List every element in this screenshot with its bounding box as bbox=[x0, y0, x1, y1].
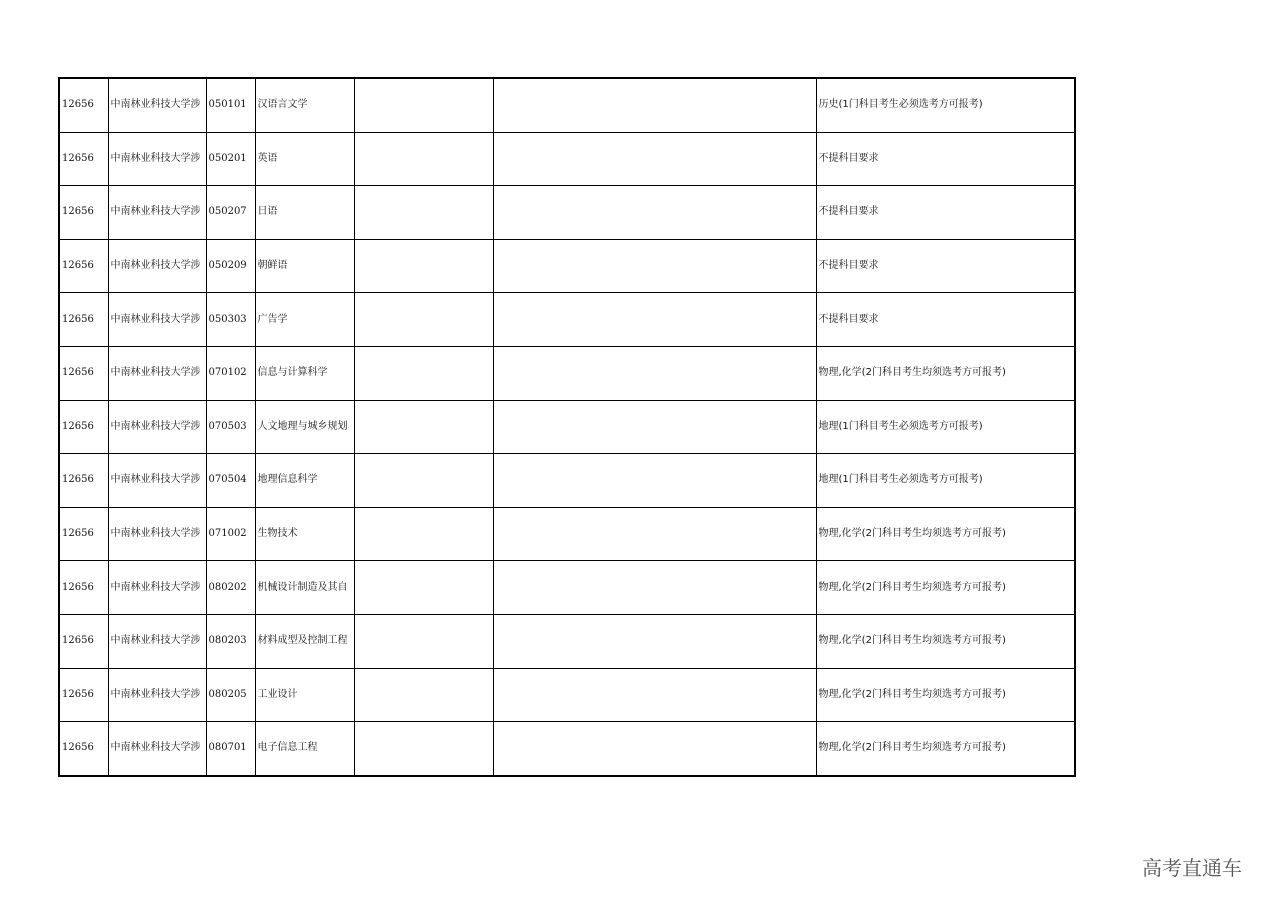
table-row bbox=[59, 239, 1075, 293]
table-row bbox=[59, 346, 1075, 400]
major-code-cell: 080202 bbox=[206, 561, 255, 615]
subject-requirement-cell: 地理(1门科目考生必须选考方可报考) bbox=[816, 454, 1075, 508]
major-name-cell: 机械设计制造及其自 bbox=[255, 561, 354, 615]
school-code-cell: 12656 bbox=[59, 78, 108, 132]
school-code-cell: 12656 bbox=[59, 507, 108, 561]
empty-cell bbox=[354, 507, 493, 561]
major-code-cell: 050101 bbox=[206, 78, 255, 132]
empty-cell bbox=[354, 400, 493, 454]
empty-cell bbox=[354, 239, 493, 293]
table-row bbox=[59, 400, 1075, 454]
table-row bbox=[59, 668, 1075, 722]
empty-cell bbox=[493, 132, 816, 186]
empty-cell bbox=[354, 293, 493, 347]
empty-cell bbox=[354, 668, 493, 722]
school-name-cell: 中南林业科技大学涉 bbox=[108, 400, 206, 454]
major-code-cell: 050201 bbox=[206, 132, 255, 186]
school-code-cell: 12656 bbox=[59, 132, 108, 186]
table-row bbox=[59, 132, 1075, 186]
major-code-cell: 080701 bbox=[206, 722, 255, 776]
school-code-cell: 12656 bbox=[59, 454, 108, 508]
school-code-cell: 12656 bbox=[59, 561, 108, 615]
subject-requirement-cell: 物理,化学(2门科目考生均须选考方可报考) bbox=[816, 346, 1075, 400]
school-name-cell: 中南林业科技大学涉 bbox=[108, 186, 206, 240]
table-row bbox=[59, 454, 1075, 508]
admission-table bbox=[58, 77, 1076, 777]
table-row bbox=[59, 722, 1075, 776]
major-name-cell: 信息与计算科学 bbox=[255, 346, 354, 400]
empty-cell bbox=[493, 722, 816, 776]
table-body bbox=[59, 78, 1075, 776]
empty-cell bbox=[354, 722, 493, 776]
empty-cell bbox=[354, 132, 493, 186]
empty-cell bbox=[493, 239, 816, 293]
school-code-cell: 12656 bbox=[59, 400, 108, 454]
empty-cell bbox=[493, 186, 816, 240]
school-name-cell: 中南林业科技大学涉 bbox=[108, 507, 206, 561]
major-name-cell: 人文地理与城乡规划 bbox=[255, 400, 354, 454]
empty-cell bbox=[354, 454, 493, 508]
table-row bbox=[59, 614, 1075, 668]
major-code-cell: 070503 bbox=[206, 400, 255, 454]
major-code-cell: 080203 bbox=[206, 614, 255, 668]
major-code-cell: 071002 bbox=[206, 507, 255, 561]
subject-requirement-cell: 不提科目要求 bbox=[816, 293, 1075, 347]
subject-requirement-cell: 物理,化学(2门科目考生均须选考方可报考) bbox=[816, 561, 1075, 615]
school-name-cell: 中南林业科技大学涉 bbox=[108, 561, 206, 615]
school-code-cell: 12656 bbox=[59, 614, 108, 668]
major-name-cell: 英语 bbox=[255, 132, 354, 186]
subject-requirement-cell: 地理(1门科目考生必须选考方可报考) bbox=[816, 400, 1075, 454]
table-row bbox=[59, 186, 1075, 240]
major-name-cell: 生物技术 bbox=[255, 507, 354, 561]
watermark-text: 高考直通车 bbox=[1142, 856, 1242, 880]
school-code-cell: 12656 bbox=[59, 668, 108, 722]
subject-requirement-cell: 物理,化学(2门科目考生均须选考方可报考) bbox=[816, 614, 1075, 668]
subject-requirement-cell: 物理,化学(2门科目考生均须选考方可报考) bbox=[816, 507, 1075, 561]
empty-cell bbox=[493, 78, 816, 132]
empty-cell bbox=[354, 561, 493, 615]
school-code-cell: 12656 bbox=[59, 722, 108, 776]
major-code-cell: 080205 bbox=[206, 668, 255, 722]
school-name-cell: 中南林业科技大学涉 bbox=[108, 722, 206, 776]
table-row bbox=[59, 561, 1075, 615]
major-code-cell: 050207 bbox=[206, 186, 255, 240]
subject-requirement-cell: 不提科目要求 bbox=[816, 186, 1075, 240]
subject-requirement-cell: 不提科目要求 bbox=[816, 132, 1075, 186]
major-name-cell: 工业设计 bbox=[255, 668, 354, 722]
school-name-cell: 中南林业科技大学涉 bbox=[108, 293, 206, 347]
school-name-cell: 中南林业科技大学涉 bbox=[108, 132, 206, 186]
empty-cell bbox=[354, 78, 493, 132]
empty-cell bbox=[493, 507, 816, 561]
school-code-cell: 12656 bbox=[59, 293, 108, 347]
major-name-cell: 材料成型及控制工程 bbox=[255, 614, 354, 668]
subject-requirement-cell: 物理,化学(2门科目考生均须选考方可报考) bbox=[816, 668, 1075, 722]
school-code-cell: 12656 bbox=[59, 346, 108, 400]
school-name-cell: 中南林业科技大学涉 bbox=[108, 346, 206, 400]
empty-cell bbox=[354, 346, 493, 400]
empty-cell bbox=[354, 614, 493, 668]
major-code-cell: 050303 bbox=[206, 293, 255, 347]
empty-cell bbox=[493, 668, 816, 722]
table-row bbox=[59, 78, 1075, 132]
major-code-cell: 070504 bbox=[206, 454, 255, 508]
school-code-cell: 12656 bbox=[59, 186, 108, 240]
school-name-cell: 中南林业科技大学涉 bbox=[108, 454, 206, 508]
major-name-cell: 地理信息科学 bbox=[255, 454, 354, 508]
subject-requirement-cell: 历史(1门科目考生必须选考方可报考) bbox=[816, 78, 1075, 132]
table-row bbox=[59, 507, 1075, 561]
major-name-cell: 日语 bbox=[255, 186, 354, 240]
empty-cell bbox=[493, 614, 816, 668]
subject-requirement-cell: 物理,化学(2门科目考生均须选考方可报考) bbox=[816, 722, 1075, 776]
table-row bbox=[59, 293, 1075, 347]
major-name-cell: 广告学 bbox=[255, 293, 354, 347]
major-name-cell: 电子信息工程 bbox=[255, 722, 354, 776]
empty-cell bbox=[493, 561, 816, 615]
subject-requirement-cell: 不提科目要求 bbox=[816, 239, 1075, 293]
major-name-cell: 汉语言文学 bbox=[255, 78, 354, 132]
empty-cell bbox=[493, 454, 816, 508]
empty-cell bbox=[493, 400, 816, 454]
empty-cell bbox=[354, 186, 493, 240]
empty-cell bbox=[493, 346, 816, 400]
school-name-cell: 中南林业科技大学涉 bbox=[108, 614, 206, 668]
school-name-cell: 中南林业科技大学涉 bbox=[108, 78, 206, 132]
empty-cell bbox=[493, 293, 816, 347]
school-code-cell: 12656 bbox=[59, 239, 108, 293]
major-code-cell: 070102 bbox=[206, 346, 255, 400]
school-name-cell: 中南林业科技大学涉 bbox=[108, 668, 206, 722]
major-name-cell: 朝鲜语 bbox=[255, 239, 354, 293]
school-name-cell: 中南林业科技大学涉 bbox=[108, 239, 206, 293]
major-code-cell: 050209 bbox=[206, 239, 255, 293]
